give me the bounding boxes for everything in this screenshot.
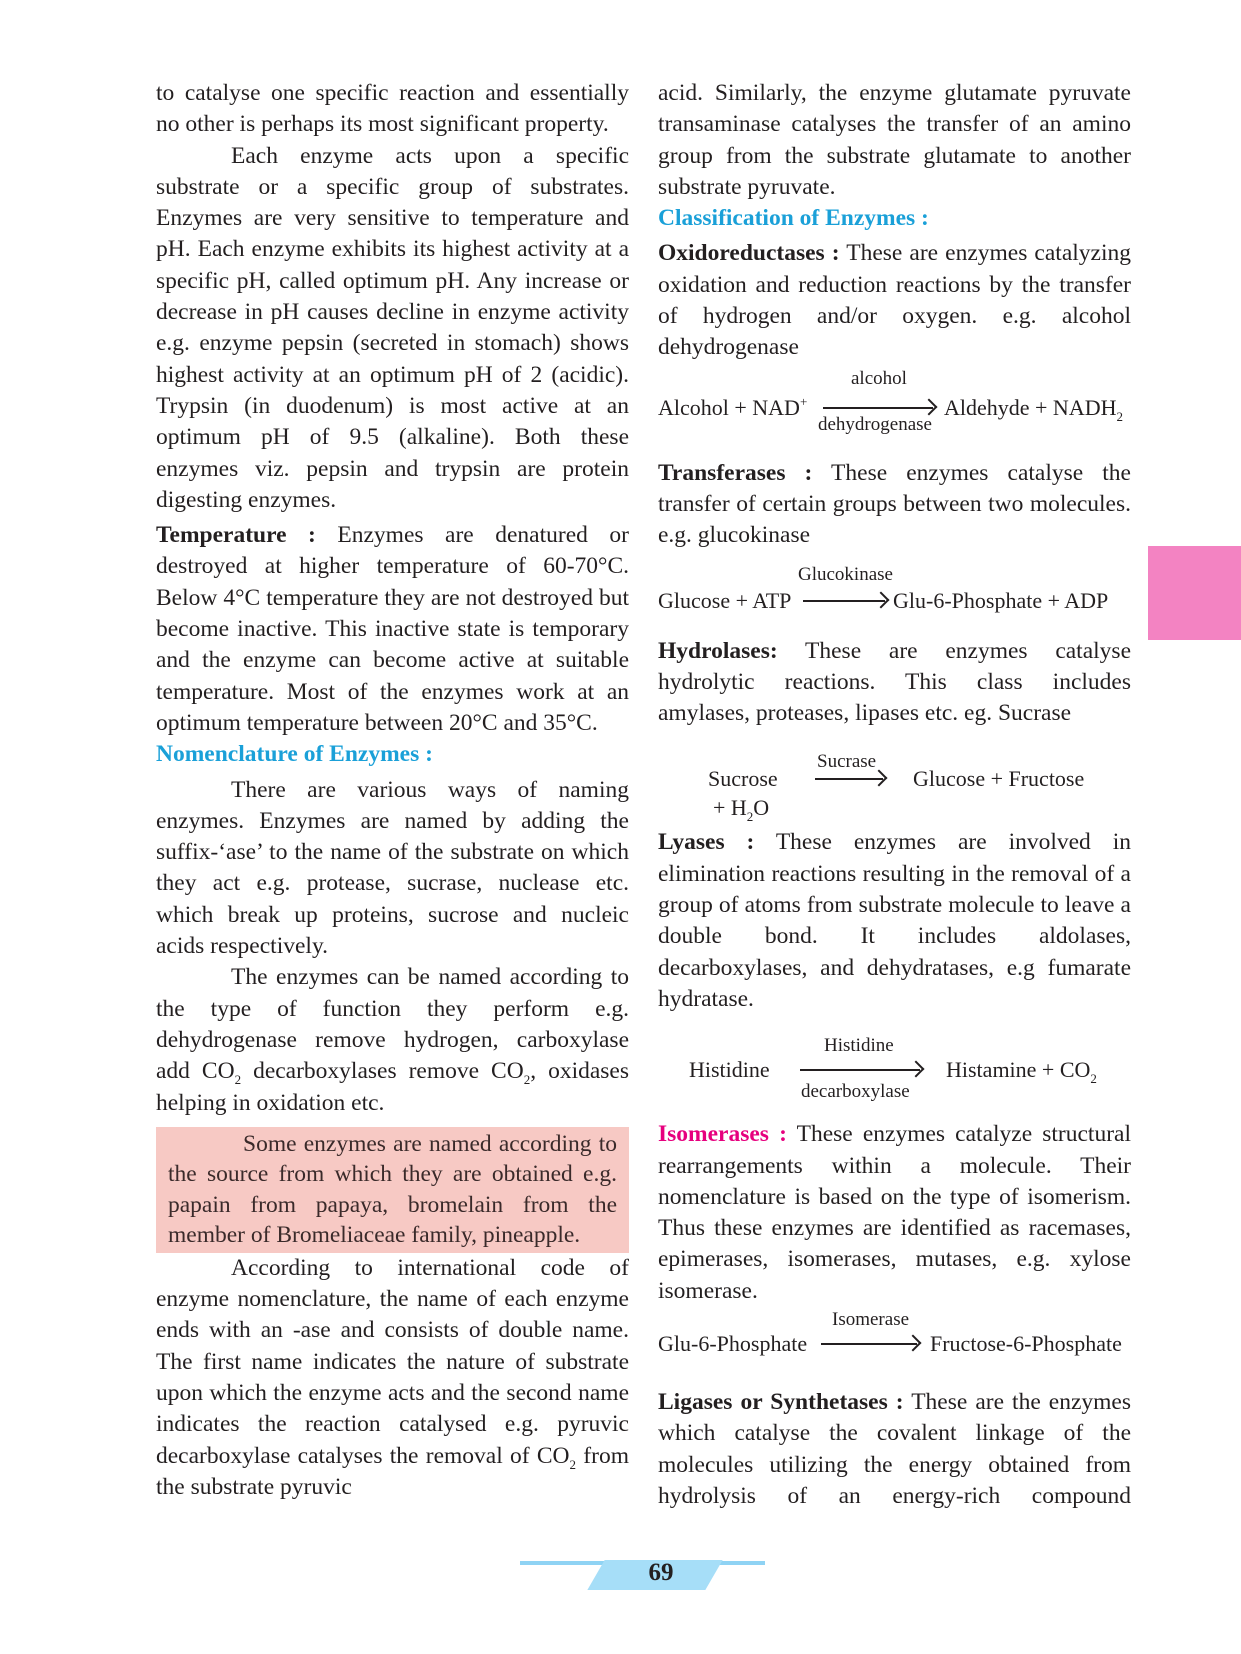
- eq1-sub: 2: [1116, 408, 1123, 424]
- naming-function-text-a: The enzymes can be named according to the type of function they perform e.g. dehydrogenase remove hydrogen, carboxylase add CO: [156, 964, 629, 1085]
- eq4-products: [946, 1057, 1097, 1087]
- chapter-side-tab: [1148, 546, 1241, 640]
- paragraph-ligases: [658, 1387, 1131, 1512]
- temperature-label: Temperature :: [156, 522, 316, 549]
- international-code-text-a: According to international code of enzyme nomenclature, the name of each enzyme ends with an -ase and consists of double name. The first name indicates the nature of substrate upon which the enzyme acts and the second name indicates the reaction catalysed e.g. pyruvic decarboxylase catalyses the removal of CO: [156, 1254, 629, 1469]
- oxidoreductases-text: These are enzymes catalyzing oxidation and reduction reactions by the transfer of hydrogen and/or oxygen. e.g. alcohol dehydrogenase: [658, 240, 1131, 361]
- ligases-label: Ligases or Synthetases :: [658, 1389, 904, 1416]
- eq2-left: Glucose + ATP: [658, 587, 792, 613]
- reaction-arrow: [803, 600, 885, 602]
- page-number-bar: [520, 1552, 765, 1592]
- eq3-left: Sucrose: [708, 766, 778, 792]
- paragraph-transferases: [658, 458, 1131, 552]
- naming-function-text-b: decarboxylases remove CO: [241, 1058, 524, 1085]
- left-column: [156, 78, 629, 1503]
- isomerases-text: These enzymes catalyze structural rearrangements within a molecule. Their nomenclature is based on the type of isomerism. Thus these enzymes are identified as racemases, epimerases, isomerases, mutases, e.g. xylose isomerase.: [658, 1121, 1132, 1304]
- eq5-enzyme-above: Isomerase: [832, 1309, 910, 1331]
- lyases-label: Lyases :: [658, 829, 755, 856]
- eq3-water-sub: 2: [746, 809, 754, 825]
- hydrolases-label: Hydrolases:: [658, 637, 778, 664]
- paragraph-temperature: [156, 520, 629, 739]
- eq1-sup: +: [799, 393, 808, 409]
- paragraph-hydrolases: [658, 636, 1131, 730]
- paragraph-naming-function: [156, 962, 629, 1118]
- lyases-text: These enzymes are involved in elimination reactions resulting in the removal of a group of atoms from substrate molecule to leave a double bond. It includes aldolases, decarboxylases, and dehydratases, e.g fumarate hydratase.: [658, 829, 1131, 1012]
- naming-function-text-c: , oxidases helping in oxidation etc.: [156, 1058, 629, 1116]
- transferases-text: These enzymes catalyse the transfer of certain groups between two molecules. e.g. glucokinase: [658, 459, 1131, 549]
- eq4-enzyme-below: decarboxylase: [801, 1081, 910, 1103]
- eq5-left: Glu-6-Phosphate: [658, 1331, 808, 1357]
- subscript-2: 2: [523, 1072, 531, 1088]
- equation-glucokinase: [658, 552, 1131, 636]
- subscript-2: 2: [569, 1456, 577, 1472]
- reaction-arrow: [821, 1343, 917, 1345]
- right-column: [658, 78, 1131, 1512]
- paragraph-oxidoreductases: [658, 238, 1131, 363]
- nomenclature-heading: Nomenclature of Enzymes :: [156, 741, 433, 768]
- eq1-left: Alcohol + NAD: [658, 394, 800, 420]
- eq1-enzyme-below: dehydrogenase: [818, 413, 932, 435]
- eq1-right: Aldehyde + NADH: [944, 394, 1117, 420]
- equation-isomerase: [658, 1307, 1131, 1387]
- ligases-text: These are the enzymes which catalyse the covalent linkage of the molecules utilizing the energy obtained from hydrolysis of an energy-rich compound: [658, 1389, 1131, 1509]
- paragraph-lyases: [658, 827, 1131, 1015]
- eq1-enzyme-above: alcohol: [851, 367, 907, 389]
- classification-heading: Classification of Enzymes :: [658, 205, 929, 232]
- paragraph-international-code: [156, 1253, 629, 1503]
- hydrolases-text: These are enzymes catalyse hydrolytic reactions. This class includes amylases, proteases, lipases etc. eg. Sucrase: [658, 637, 1131, 727]
- eq2-right: Glu-6-Phosphate + ADP: [893, 587, 1109, 613]
- eq3-enzyme-above: Sucrase: [817, 751, 877, 773]
- reaction-arrow: [800, 1069, 920, 1071]
- source-naming-text: Some enzymes are named according to the source from which they are obtained e.g. papain from papaya, bromelain from the member of Bromeliaceae family, pineapple.: [168, 1130, 617, 1249]
- eq3-water: [713, 795, 770, 825]
- eq3-water-a: + H: [713, 795, 747, 821]
- source-naming-box: [156, 1127, 629, 1253]
- eq4-left: Histidine: [689, 1057, 770, 1083]
- eq1-reactants: [658, 395, 807, 421]
- paragraph-specificity: to catalyse one specific reaction and essentially no other is perhaps its most significant property.: [156, 80, 629, 138]
- eq1-products: [944, 394, 1123, 424]
- paragraph-transaminase: acid. Similarly, the enzyme glutamate pyruvate transaminase catalyses the transfer of an amino group from the substrate glutamate to another substrate pyruvate.: [658, 80, 1131, 200]
- isomerases-label: Isomerases :: [658, 1121, 787, 1148]
- paragraph-isomerases: [658, 1119, 1131, 1307]
- paragraph-naming-suffix: There are various ways of naming enzymes. Enzymes are named by adding the suffix-‘ase’ to the name of the substrate on which they act e.g. protease, sucrase, nuclease etc. which break up proteins, sucrose and nucleic acids respectively.: [156, 776, 629, 960]
- eq2-enzyme-above: Glucokinase: [798, 563, 893, 585]
- paragraph-ph: Each enzyme acts upon a specific substrate or a specific group of substrates. Enzymes are very sensitive to temperature and pH. Each enzyme exhibits its highest activity at a specific pH, called optimum pH. Any increase or decrease in pH causes decline in enzyme activity e.g. enzyme pepsin (secreted in stomach) shows highest activity at an optimum pH of 2 (acidic). Trypsin (in duodenum) is most active at an optimum pH of 9.5 (alkaline). Both these enzymes viz. pepsin and trypsin are protein digesting enzymes.: [156, 142, 629, 513]
- international-code-text-b: from the substrate pyruvic: [156, 1442, 629, 1500]
- oxidoreductases-label: Oxidoreductases :: [658, 240, 840, 267]
- reaction-arrow: [815, 778, 883, 780]
- eq5-right: Fructose-6-Phosphate: [930, 1331, 1122, 1357]
- equation-alcohol-dehydrogenase: [658, 364, 1131, 458]
- transferases-label: Transferases :: [658, 459, 813, 486]
- eq4-sub: 2: [1090, 1071, 1097, 1087]
- temperature-text: Enzymes are denatured or destroyed at higher temperature of 60-70°C. Below 4°C temperature they are not destroyed but become inactive. This inactive state is temporary and the enzyme can become active at suitable temperature. Most of the enzymes work at an optimum temperature between 20°C and 35°C.: [156, 522, 629, 736]
- subscript-2: 2: [234, 1072, 242, 1088]
- page-number: 69: [648, 1559, 674, 1586]
- eq4-enzyme-above: Histidine: [824, 1035, 894, 1057]
- eq3-water-b: O: [753, 795, 770, 821]
- equation-sucrase: [658, 729, 1131, 827]
- eq3-right: Glucose + Fructose: [913, 766, 1085, 792]
- reaction-arrow: [823, 407, 933, 409]
- eq4-right: Histamine + CO: [946, 1057, 1091, 1083]
- equation-histidine-decarboxylase: [658, 1015, 1131, 1119]
